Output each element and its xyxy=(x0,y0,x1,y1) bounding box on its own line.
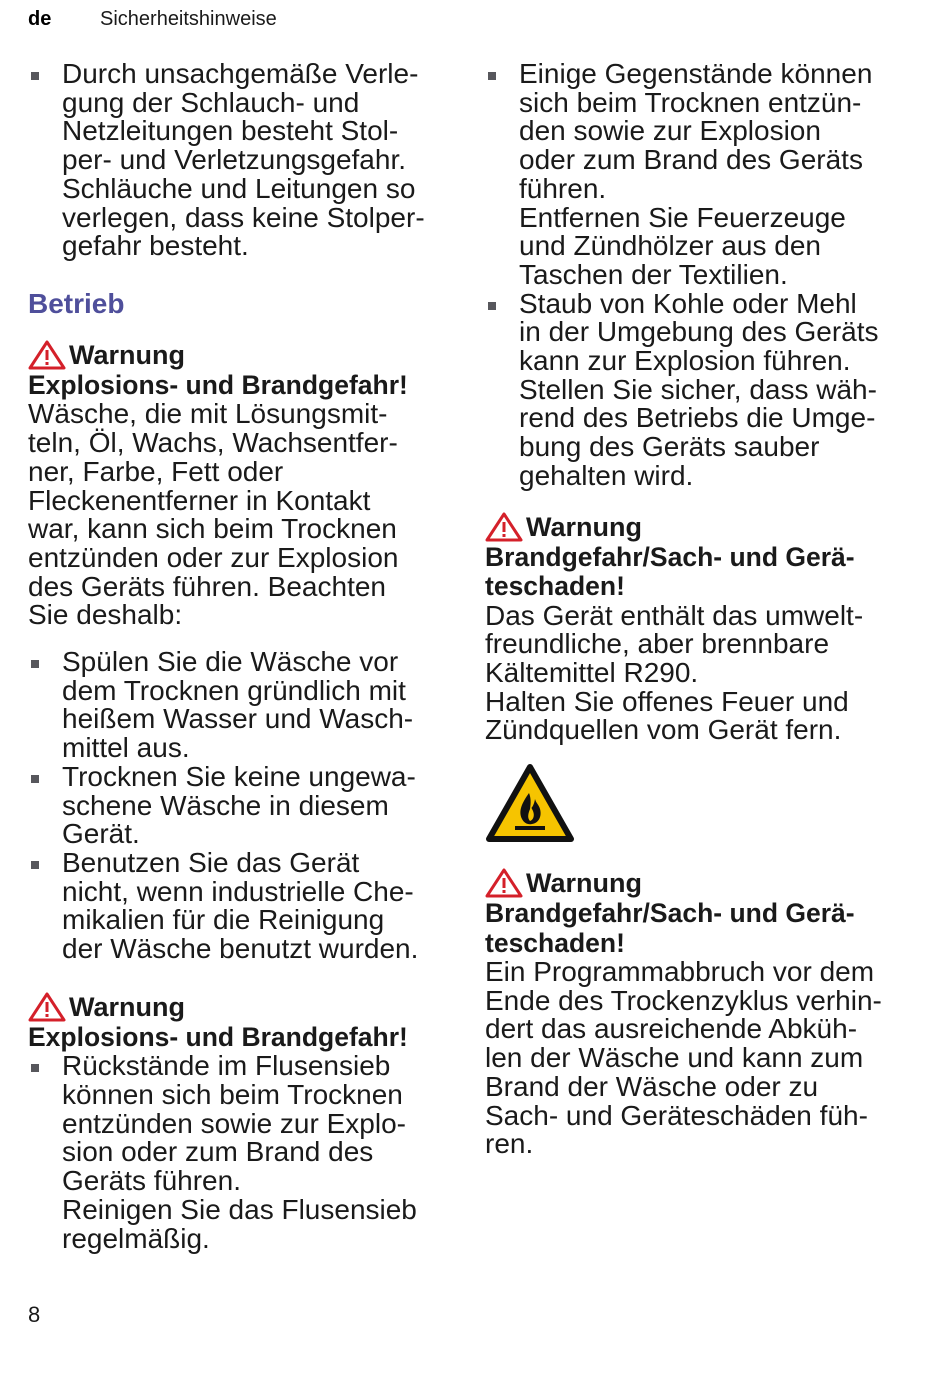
warning-header xyxy=(485,511,925,543)
right-bullet-list xyxy=(485,60,925,491)
flammable-warning-sign xyxy=(485,763,925,843)
text-line: entzünden oder zur Explosion xyxy=(28,541,399,573)
text-line: oder zum Brand des Geräts xyxy=(519,144,863,176)
bullet-square-icon xyxy=(31,775,39,783)
text-line: gefahr besteht. xyxy=(62,230,249,262)
section-title: Betrieb xyxy=(28,287,125,319)
list-item xyxy=(28,760,458,850)
text-line: ner, Farbe, Fett oder xyxy=(28,455,284,487)
list-item xyxy=(28,60,458,261)
text-line: führen. xyxy=(519,172,607,204)
language-code: de xyxy=(28,8,52,30)
warning-bullet-list xyxy=(28,648,458,964)
warning-label: Warnung xyxy=(526,868,642,899)
left-column xyxy=(28,60,458,1253)
list-item xyxy=(28,846,458,965)
text-line: sion oder zum Brand des xyxy=(62,1136,374,1168)
text-line: Spülen Sie die Wäsche vor xyxy=(62,646,399,678)
text-line: Ende des Trockenzyklus verhin- xyxy=(485,984,882,1016)
warning-triangle-icon xyxy=(28,992,66,1022)
title-line: Brandgefahr/Sach- und Gerä- xyxy=(485,898,855,929)
text-line: dem Trocknen gründlich mit xyxy=(62,674,406,706)
warning-label: Warnung xyxy=(526,511,642,542)
title-line: teschaden! xyxy=(485,927,625,958)
text-line: Zündquellen vom Gerät fern. xyxy=(485,714,842,746)
text-line: Durch unsachgemäße Verle- xyxy=(62,58,419,89)
text-line: heißem Wasser und Wasch- xyxy=(62,703,414,735)
text-line: Rückstände im Flusensieb xyxy=(62,1050,391,1082)
text-line: können sich beim Trocknen xyxy=(62,1078,403,1110)
text-line: sich beim Trocknen entzün- xyxy=(519,86,862,118)
right-column xyxy=(485,60,925,1159)
warning-title xyxy=(485,899,925,958)
warning-triangle-icon xyxy=(485,868,523,898)
bullet-square-icon xyxy=(31,660,39,668)
title-line: Brandgefahr/Sach- und Gerä- xyxy=(485,541,855,572)
text-line: per- und Verletzungsgefahr. xyxy=(62,144,407,176)
text-line: ren. xyxy=(485,1128,534,1160)
warning-title xyxy=(485,543,925,602)
header-title: Sicherheitshinweise xyxy=(100,8,277,30)
text-line: nicht, wenn industrielle Che- xyxy=(62,875,414,907)
text-line: regelmäßig. xyxy=(62,1222,210,1254)
warning-block-1 xyxy=(28,339,458,964)
text-line: Netzleitungen besteht Stol- xyxy=(62,115,399,147)
text-line: Trocknen Sie keine ungewa- xyxy=(62,760,416,792)
text-line: Einige Gegenstände können xyxy=(519,58,873,89)
text-line: Benutzen Sie das Gerät xyxy=(62,846,360,878)
text-line: schene Wäsche in diesem xyxy=(62,789,389,821)
list-item xyxy=(28,1052,458,1253)
intro-list xyxy=(28,60,458,261)
text-line: in der Umgebung des Geräts xyxy=(519,316,879,348)
list-item xyxy=(28,648,458,763)
text-line: Halten Sie offenes Feuer und xyxy=(485,685,849,717)
text-line: Geräts führen. xyxy=(62,1165,241,1197)
warning-title: Explosions- und Brandgefahr! xyxy=(28,1021,408,1052)
text-line: und Zündhölzer aus den xyxy=(519,230,821,262)
warning-label: Warnung xyxy=(69,339,185,370)
text-line: Brand der Wäsche oder zu xyxy=(485,1070,819,1102)
page-header xyxy=(28,8,277,31)
text-line: teln, Öl, Wachs, Wachsentfer- xyxy=(28,427,398,459)
text-line: Kältemittel R290. xyxy=(485,656,699,688)
text-line: Staub von Kohle oder Mehl xyxy=(519,287,857,319)
text-line: Entfernen Sie Feuerzeuge xyxy=(519,201,846,233)
text-line: Sach- und Geräteschäden füh- xyxy=(485,1099,868,1131)
bullet-square-icon xyxy=(31,1064,39,1072)
text-line: mikalien für die Reinigung xyxy=(62,904,385,936)
warning-header xyxy=(485,867,925,899)
text-line: Sie deshalb: xyxy=(28,599,183,631)
text-line: Reinigen Sie das Flusensieb xyxy=(62,1193,417,1225)
warning-block-4 xyxy=(485,867,925,1159)
text-line: bung des Geräts sauber xyxy=(519,431,820,463)
warning-text xyxy=(485,958,925,1159)
warning-title: Explosions- und Brandgefahr! xyxy=(28,369,408,400)
text-line: rend des Betriebs die Umge- xyxy=(519,402,876,434)
flammable-hazard-icon xyxy=(485,763,575,843)
warning-text xyxy=(485,599,925,746)
text-line: gehalten wird. xyxy=(519,459,694,491)
text-line: Ein Programmabbruch vor dem xyxy=(485,956,875,988)
bullet-square-icon xyxy=(31,861,39,869)
text-line: Das Gerät enthält das umwelt- xyxy=(485,599,864,631)
warning-label: Warnung xyxy=(69,991,185,1022)
text-line: mittel aus. xyxy=(62,732,190,764)
text-line: Gerät. xyxy=(62,818,140,850)
warning-triangle-icon xyxy=(28,340,66,370)
bullet-square-icon xyxy=(488,72,496,80)
text-line: freundliche, aber brennbare xyxy=(485,628,830,660)
list-item xyxy=(485,60,925,290)
text-line: dert das ausreichende Abküh- xyxy=(485,1013,858,1045)
bullet-square-icon xyxy=(31,72,39,80)
text-line: der Wäsche benutzt wurden. xyxy=(62,933,419,965)
warning-block-3 xyxy=(485,511,925,746)
text-line: Fleckenentferner in Kontakt xyxy=(28,484,371,516)
text-line: des Geräts führen. Beachten xyxy=(28,570,386,602)
warning-block-2 xyxy=(28,991,458,1253)
text-line: gung der Schlauch- und xyxy=(62,86,360,118)
text-line: entzünden sowie zur Explo- xyxy=(62,1107,406,1139)
title-line: teschaden! xyxy=(485,571,625,602)
text-line: len der Wäsche und kann zum xyxy=(485,1042,864,1074)
text-line: war, kann sich beim Trocknen xyxy=(28,513,397,545)
text-line: kann zur Explosion führen. xyxy=(519,345,851,377)
text-line: Schläuche und Leitungen so xyxy=(62,172,416,204)
text-line: Wäsche, die mit Lösungsmit- xyxy=(28,398,388,430)
warning-triangle-icon xyxy=(485,512,523,542)
list-item xyxy=(485,287,925,491)
text-line: verlegen, dass keine Stolper- xyxy=(62,201,425,233)
page-number: 8 xyxy=(28,1302,41,1327)
text-line: den sowie zur Explosion xyxy=(519,115,821,147)
warning-bullet-list xyxy=(28,1052,458,1253)
warning-text xyxy=(28,400,458,630)
text-line: Stellen Sie sicher, dass wäh- xyxy=(519,373,877,405)
bullet-square-icon xyxy=(488,302,496,310)
warning-header xyxy=(28,991,458,1023)
warning-header xyxy=(28,339,458,371)
text-line: Taschen der Textilien. xyxy=(519,258,788,290)
